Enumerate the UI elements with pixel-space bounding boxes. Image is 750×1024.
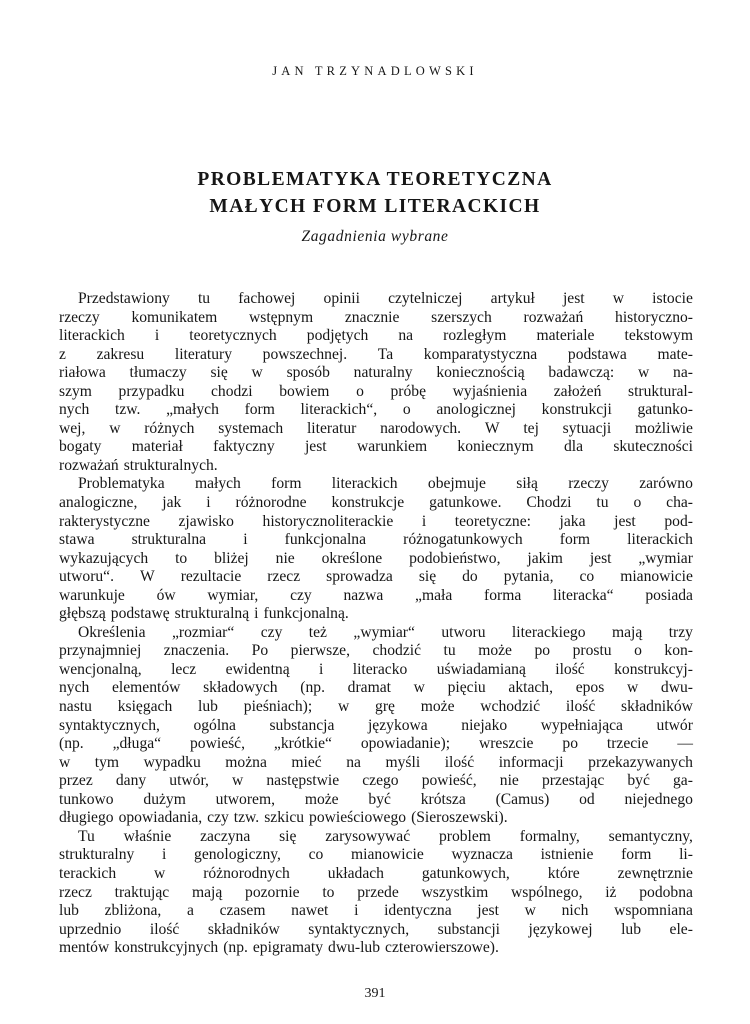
- page-number: 391: [364, 986, 386, 1001]
- text-line: mentów konstrukcyjnych (np. epigramaty dwu-lub czterowierszowe).: [59, 939, 499, 957]
- text-line: literackich i teoretycznych podjętych na rozległym materiale tekstowym: [59, 327, 693, 345]
- text-line: rakterystyczne zjawisko historycznoliterackie i teoretyczne: jaka jest pod-: [59, 512, 693, 530]
- title-line-2: MAŁYCH FORM LITERACKICH: [209, 196, 541, 217]
- text-line: przez dany utwór, w następstwie czego powieść, nie przestając być ga-: [59, 772, 693, 790]
- text-line: strukturalny i genologiczny, co mianowicie wyznacza istnienie form li-: [59, 846, 693, 864]
- text-line: szym przypadku chodzi bowiem o próbę wyjaśnienia założeń struktural-: [59, 382, 693, 400]
- article-subtitle: Zagadnienia wybrane: [301, 228, 449, 245]
- text-line: riałowa tłumaczy się w sposób naturalny koniecznością badawczą: w na-: [59, 364, 693, 382]
- text-line: uprzednio ilość składników syntaktycznych, substancji językowej lub ele-: [59, 920, 693, 938]
- text-line: syntaktycznych, ogólna substancja językowa niejako wypełniająca utwór: [59, 716, 693, 734]
- text-line: nych elementów składowych (np. dramat w pięciu aktach, epos w dwu-: [59, 679, 693, 697]
- article-title: [0, 166, 750, 220]
- text-line: tunkowo dużym utworem, może być krótsza (Camus) od niejednego: [59, 790, 693, 808]
- text-line: Problematyka małych form literackich obejmuje siłą rzeczy zarówno: [78, 475, 693, 493]
- text-line: rzeczy komunikatem wstępnym znacznie szerszych rozważań historyczno-: [59, 308, 693, 326]
- text-line: Przedstawiony tu fachowej opinii czytelniczej artykuł jest w istocie: [78, 290, 693, 307]
- text-line: (np. „długa“ powieść, „krótkie“ opowiadanie); wreszcie po trzecie —: [59, 735, 693, 753]
- text-line: utworu“. W rezultacie rzecz sprowadza się do pytania, co mianowicie: [59, 568, 693, 586]
- text-line: warunkuje ów wymiar, czy nazwa „mała forma literacka“ posiada: [59, 586, 693, 604]
- title-line-1: PROBLEMATYKA TEORETYCZNA: [197, 169, 553, 190]
- text-line: wencjonalną, lecz ewidentną i literacko uświadamianą ilość konstrukcyj-: [59, 660, 693, 678]
- text-line: nych tzw. „małych form literackich“, o anologicznej konstrukcji gatunko-: [59, 401, 693, 419]
- text-line: stawa strukturalna i funkcjonalna różnogatunkowych form literackich: [59, 531, 693, 549]
- body-text: [59, 290, 693, 958]
- text-line: w tym wypadku można mieć na myśli ilość informacji przekazywanych: [59, 753, 693, 771]
- text-line: lub zbliżona, a czasem nawet i identyczna jest w nich wspomniana: [59, 902, 693, 920]
- text-line: długiego opowiadania, czy tzw. szkicu powieściowego (Sieroszewski).: [59, 809, 508, 827]
- text-line: nastu księgach lub pieśniach); w grę może wchodzić ilość składników: [59, 698, 693, 716]
- text-line: Określenia „rozmiar“ czy też „wymiar“ utworu literackiego mają trzy: [78, 623, 693, 641]
- text-line: wej, w różnych systemach literatur narodowych. W tej sytuacji możliwie: [59, 419, 693, 437]
- text-line: wykazujących to bliżej nie określone podobieństwo, jakim jest „wymiar: [59, 549, 693, 567]
- text-line: terackich w różnorodnych układach gatunkowych, które zewnętrznie: [59, 864, 693, 882]
- text-line: przynajmniej znaczenia. Po pierwsze, chodzić tu może po prostu o kon-: [59, 642, 693, 660]
- text-line: Tu właśnie zaczyna się zarysowywać problem formalny, semantyczny,: [78, 827, 693, 845]
- text-line: analogiczne, jak i różnorodne konstrukcje gatunkowe. Chodzi tu o cha-: [59, 494, 693, 512]
- text-line: bogaty materiał faktyczny jest warunkiem koniecznym dla skuteczności: [59, 438, 693, 456]
- text-line: głębszą podstawę strukturalną i funkcjonalną.: [59, 605, 349, 623]
- text-line: rzecz traktując mają pozornie to przede wszystkim wspólnego, iż podobna: [59, 883, 693, 901]
- running-head-author: JAN TRZYNADLOWSKI: [272, 64, 478, 78]
- text-line: z zakresu literatury powszechnej. Ta komparatystyczna podstawa mate-: [59, 345, 693, 363]
- text-line: rozważań strukturalnych.: [59, 456, 218, 474]
